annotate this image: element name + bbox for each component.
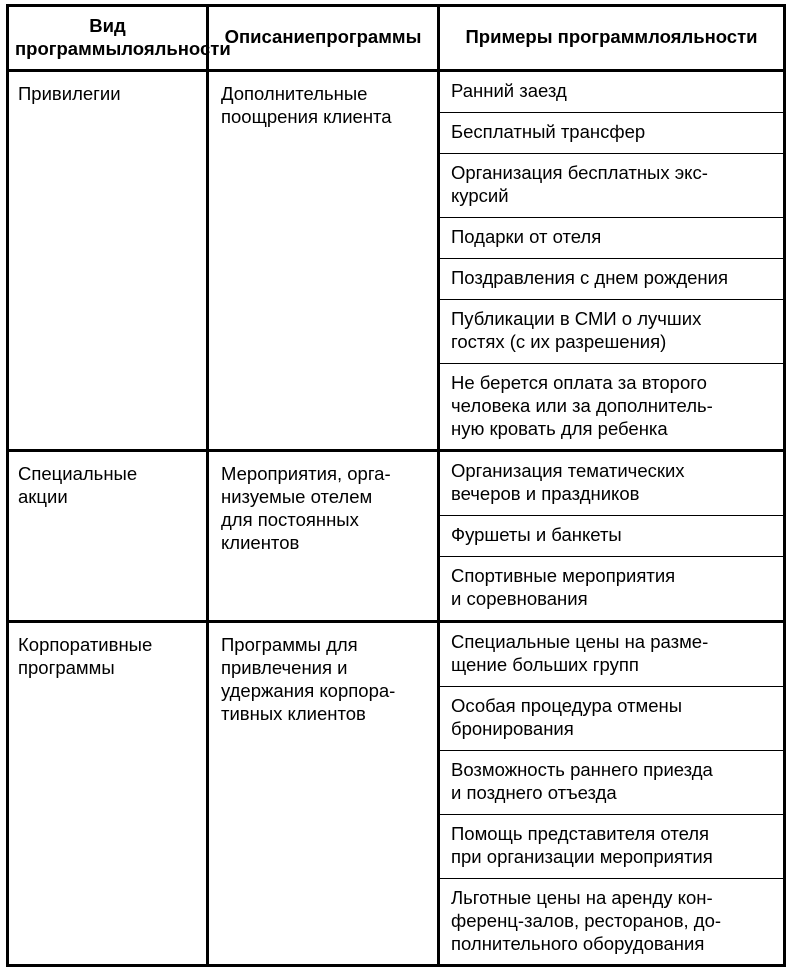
text-line: курсий (451, 184, 509, 206)
example-item (440, 72, 783, 113)
text-line: Дополнительные (221, 83, 368, 105)
table-row (8, 622, 785, 966)
text-line: низуемые отелем (221, 486, 373, 508)
text-line: Возможность раннего приезда (451, 758, 713, 780)
text-line: бронирования (451, 717, 574, 739)
text-line: Организация тематических (451, 460, 685, 482)
example-item (440, 815, 783, 879)
text-line: удержания корпора- (221, 680, 396, 701)
text-line: Фуршеты и банкеты (451, 524, 622, 546)
cell-program-examples (439, 622, 785, 966)
text-line: Привилегии (18, 83, 121, 105)
text-line: Особая процедура отмены (451, 695, 683, 716)
example-item (440, 218, 783, 259)
text-line: Не берется оплата за второго (451, 371, 707, 393)
example-list (440, 452, 783, 620)
text-line: Примеры программ (465, 26, 649, 48)
text-line: Спортивные мероприятия (451, 565, 676, 587)
cell-program-type (8, 71, 208, 451)
example-item (440, 300, 783, 364)
example-item (440, 113, 783, 154)
cell-program-examples (439, 71, 785, 451)
text-line: и позднего отъезда (451, 781, 617, 803)
example-item (440, 557, 783, 620)
table-header-row (8, 6, 785, 71)
text-line: гостях (с их разрешения) (451, 330, 667, 352)
example-item (440, 687, 783, 751)
text-line: программы (18, 657, 115, 679)
cell-program-description (208, 451, 439, 622)
text-line: акции (18, 486, 68, 508)
table-row (8, 71, 785, 451)
text-line: клиентов (221, 532, 300, 554)
text-line: при организации мероприятия (451, 845, 713, 867)
text-line: Описание (224, 26, 316, 48)
text-line: программы (315, 26, 422, 48)
text-line: Поздравления с днем рождения (451, 266, 728, 288)
text-line: Помощь представителя отеля (451, 822, 710, 844)
text-line: Специальные (18, 463, 138, 485)
cell-program-examples (439, 451, 785, 622)
example-item (440, 516, 783, 557)
text-line: Вид программы (15, 15, 126, 59)
text-line: ференц-залов, ресторанов, до- (451, 909, 722, 931)
text-line: Мероприятия, орга- (221, 463, 391, 485)
example-item (440, 154, 783, 218)
table-body (8, 71, 785, 966)
text-line: Организация бесплатных экс- (451, 162, 708, 183)
example-item (440, 259, 783, 300)
example-item (440, 623, 783, 687)
text-line: ную кровать для ребенка (451, 417, 668, 439)
text-line: Льготные цены на аренду кон- (451, 886, 713, 908)
text-line: поощрения клиента (221, 106, 392, 128)
text-line: тивных клиентов (221, 702, 366, 724)
text-line: Корпоративные (18, 634, 153, 656)
cell-program-description (208, 622, 439, 966)
cell-program-description (208, 71, 439, 451)
text-line: Специальные цены на разме- (451, 631, 709, 653)
column-header-program-description (208, 6, 439, 71)
example-item (440, 452, 783, 516)
cell-program-type (8, 451, 208, 622)
example-item (440, 364, 783, 450)
text-line: лояльности (648, 26, 758, 48)
loyalty-programs-table (6, 4, 786, 967)
text-line: Подарки от отеля (451, 225, 602, 247)
text-line: для постоянных (221, 509, 359, 531)
column-header-program-examples (439, 6, 785, 71)
example-list (440, 72, 783, 449)
text-line: и соревнования (451, 588, 588, 610)
text-line: Публикации в СМИ о лучших (451, 307, 702, 329)
text-line: Бесплатный трансфер (451, 121, 646, 143)
example-item (440, 751, 783, 815)
text-line: вечеров и праздников (451, 483, 640, 505)
table-header (8, 6, 785, 71)
cell-program-type (8, 622, 208, 966)
column-header-program-type (8, 6, 231, 71)
loyalty-programs-table-container (6, 4, 783, 954)
text-line: привлечения и (221, 657, 348, 679)
text-line: Программы для (221, 634, 358, 656)
text-line: Ранний заезд (451, 80, 567, 102)
text-line: полнительного оборудования (451, 932, 705, 954)
example-list (440, 623, 783, 964)
text-line: щение больших групп (451, 654, 639, 676)
table-row (8, 451, 785, 622)
text-line: лояльности (121, 37, 231, 59)
example-item (440, 879, 783, 965)
text-line: человека или за дополнитель- (451, 394, 713, 416)
